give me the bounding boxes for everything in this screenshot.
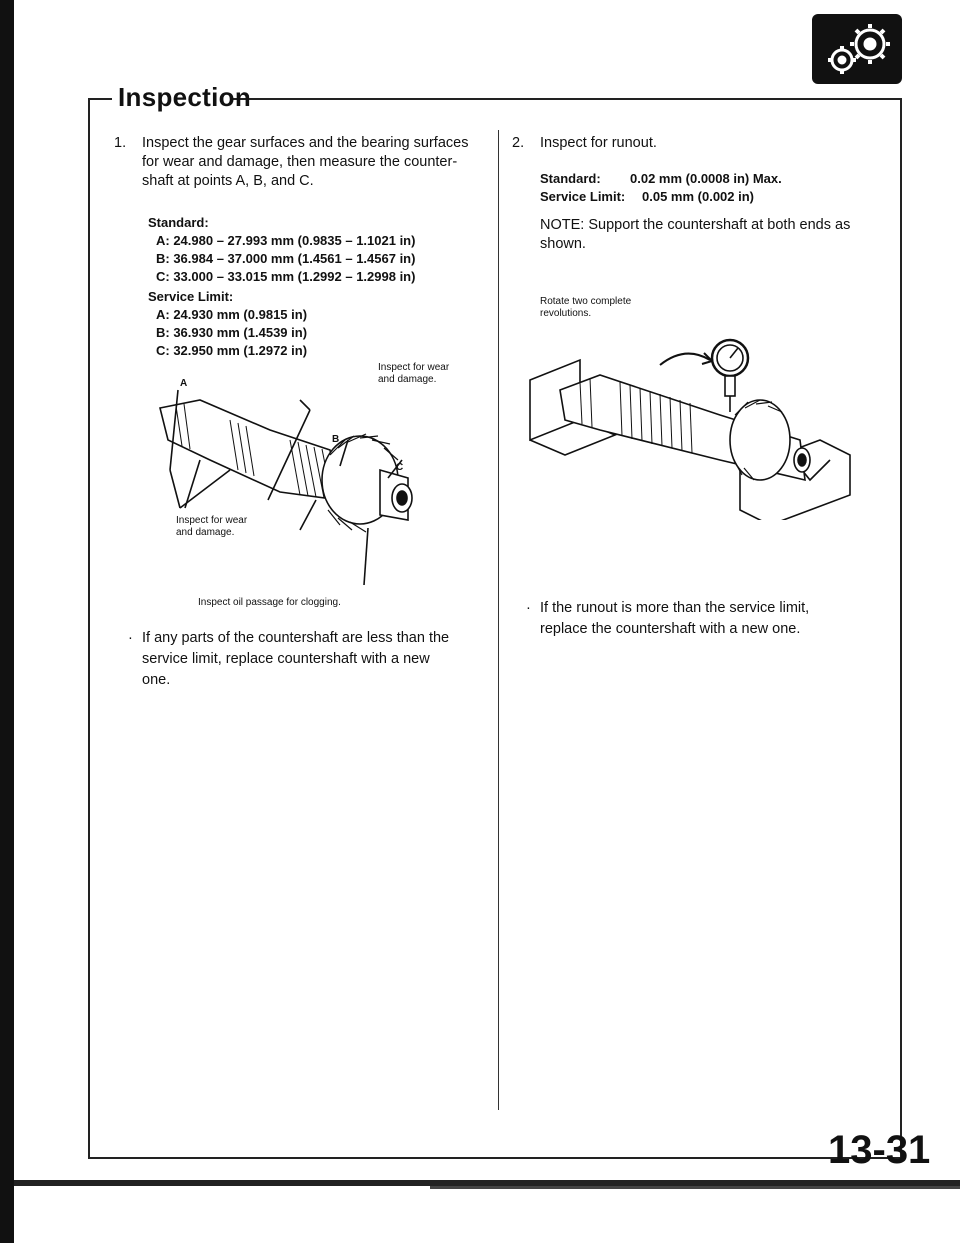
spec-line: A: 24.980 – 27.993 mm (0.9835 – 1.1021 in) [156, 233, 416, 248]
service-limit-label: Service Limit: [148, 289, 234, 304]
text-line: NOTE: Support the countershaft at both ends as [540, 217, 851, 233]
text-line: Inspect the gear surfaces and the bearing surfaces [142, 135, 469, 151]
column-divider [498, 130, 499, 1110]
text-line: service limit, replace countershaft with a new [142, 651, 430, 667]
step-number: 2. [512, 135, 525, 151]
page-edge-bar [0, 0, 14, 1243]
text-line: If the runout is more than the service limit, [540, 600, 810, 616]
bullet-marker: · [128, 630, 133, 646]
text-line: for wear and damage, then measure the counter- [142, 154, 458, 170]
point-label-c: C [396, 462, 404, 473]
service-limit-values [156, 306, 307, 360]
point-label-b: B [332, 434, 340, 445]
text-line: replace the countershaft with a new one. [540, 621, 801, 637]
point-label-a: A [180, 378, 188, 389]
frame-line [88, 98, 90, 1158]
left-bullet [128, 628, 450, 691]
callout-inspect-wear-bottom [176, 515, 247, 539]
footer-bar [430, 1186, 960, 1189]
standard-label: Standard: [148, 215, 209, 230]
page-title: Inspection [118, 82, 252, 112]
frame-line [88, 98, 112, 100]
callout-rotate [540, 296, 631, 320]
frame-line [88, 1157, 902, 1159]
frame-line [900, 98, 902, 1158]
step-1-text [142, 134, 468, 191]
callout-line: Rotate two complete [540, 296, 632, 307]
service-limit-value: 0.05 mm (0.002 in) [642, 189, 754, 204]
spec-line: C: 33.000 – 33.015 mm (1.2992 – 1.2998 in) [156, 269, 416, 284]
callout-line: and damage. [176, 527, 235, 538]
figure-caption: Inspect oil passage for clogging. [198, 597, 341, 608]
step-number: 1. [114, 135, 127, 151]
callout-line: and damage. [378, 374, 437, 385]
step-2-text: Inspect for runout. [540, 135, 657, 151]
standard-value: 0.02 mm (0.0008 in) Max. [630, 171, 782, 186]
spec-line: C: 32.950 mm (1.2972 in) [156, 343, 308, 358]
callout-line: Inspect for wear [378, 362, 450, 373]
runout-setup-illustration [520, 320, 860, 520]
note [540, 216, 850, 254]
spec-line: A: 24.930 mm (0.9815 in) [156, 307, 308, 322]
bullet-marker: · [526, 600, 531, 616]
standard-values [156, 232, 415, 286]
spec-line: B: 36.930 mm (1.4539 in) [156, 325, 308, 340]
text-line: If any parts of the countershaft are less than the [142, 630, 450, 646]
service-limit-label: Service Limit: [540, 189, 626, 204]
right-bullet [526, 598, 810, 640]
transmission-gears-icon [812, 14, 902, 84]
frame-line [232, 98, 902, 100]
callout-inspect-wear-top [378, 362, 449, 386]
countershaft-illustration [140, 360, 480, 590]
spec-line: B: 36.984 – 37.000 mm (1.4561 – 1.4567 in) [156, 251, 416, 266]
page-number: 13-31 [828, 1128, 931, 1172]
callout-line: revolutions. [540, 308, 592, 319]
text-line: shown. [540, 236, 586, 252]
callout-line: Inspect for wear [176, 515, 248, 526]
text-line: one. [142, 672, 171, 688]
standard-label: Standard: [540, 171, 601, 186]
text-line: shaft at points A, B, and C. [142, 173, 314, 189]
